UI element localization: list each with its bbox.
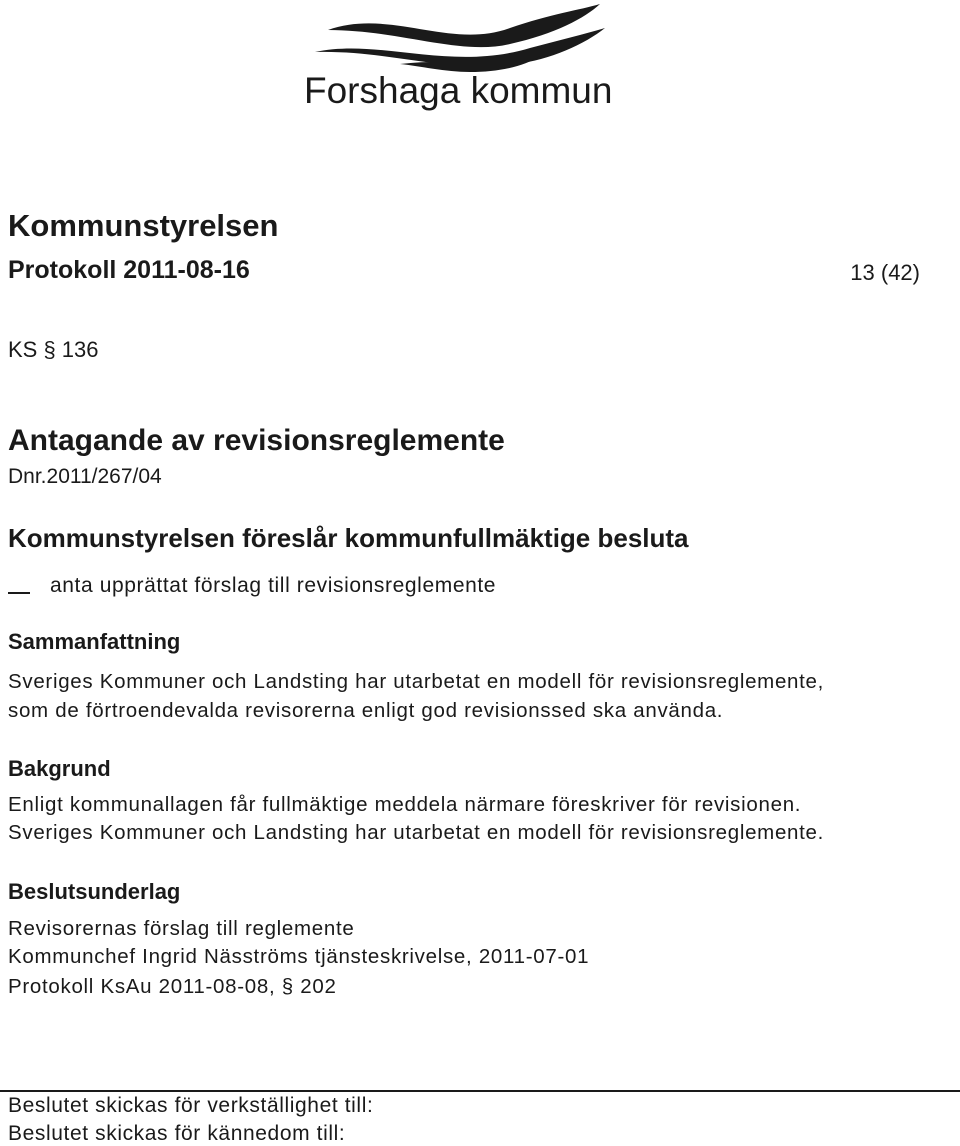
logo-graphic <box>300 0 630 115</box>
list-dash-icon <box>8 592 30 594</box>
logo-wave-middle <box>315 28 605 66</box>
decision-basis-item: Protokoll KsAu 2011-08-08, § 202 <box>8 975 337 998</box>
decision-basis-item: Kommunchef Ingrid Näsströms tjänsteskrivelse, 2011-07-01 <box>8 945 590 968</box>
proposal-item: anta upprättat förslag till revisionsreglemente <box>50 574 497 597</box>
summary-heading: Sammanfattning <box>8 629 181 654</box>
background-line: Enligt kommunallagen får fullmäktige meddela närmare föreskriver för revisionen. <box>8 793 802 816</box>
proposal-heading: Kommunstyrelsen föreslår kommunfullmäktige besluta <box>8 523 689 553</box>
page-number: 13 (42) <box>850 260 920 285</box>
background-line: Sveriges Kommuner och Landsting har utarbetat en modell för revisionsreglemente. <box>8 821 825 844</box>
organization-title: Kommunstyrelsen <box>8 208 279 243</box>
summary-line: som de förtroendevalda revisorerna enligt god revisionssed ska använda. <box>8 699 724 722</box>
footer-divider <box>0 1090 960 1092</box>
document-title: Antagande av revisionsreglemente <box>8 424 505 457</box>
summary-line: Sveriges Kommuner och Landsting har utarbetat en modell för revisionsreglemente, <box>8 670 825 693</box>
sent-for-execution: Beslutet skickas för verkställighet till: <box>8 1094 374 1117</box>
sent-for-information: Beslutet skickas för kännedom till: <box>8 1122 346 1145</box>
decision-basis-item: Revisorernas förslag till reglemente <box>8 917 355 940</box>
protocol-date: Protokoll 2011-08-16 <box>8 256 250 284</box>
section-reference: KS § 136 <box>8 337 99 362</box>
logo-text: Forshaga kommun <box>304 70 613 111</box>
municipality-logo <box>300 0 630 115</box>
decision-basis-heading: Beslutsunderlag <box>8 879 181 904</box>
background-heading: Bakgrund <box>8 756 111 781</box>
registration-number: Dnr.2011/267/04 <box>8 465 162 488</box>
